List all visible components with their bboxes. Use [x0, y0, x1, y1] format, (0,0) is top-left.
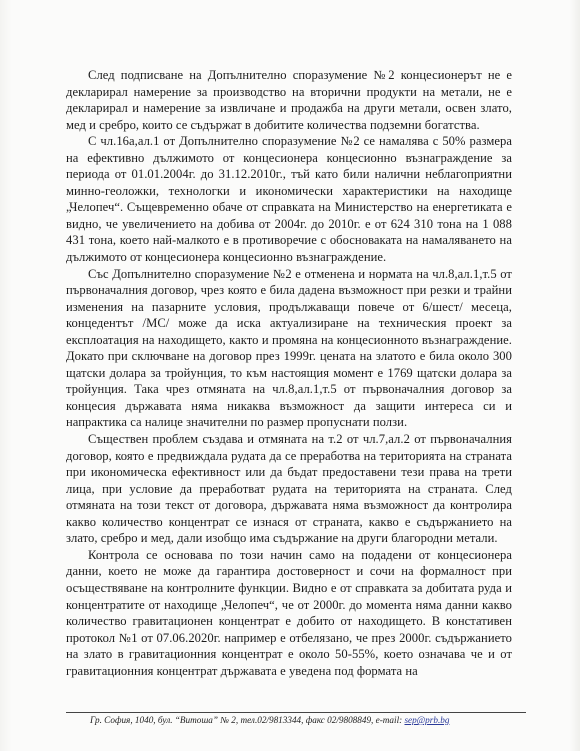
paragraph: След подписване на Допълнително споразумение №2 концесионерът не е декларирал намерение за производство на вторични продукти на метали, не е декларирал и намерение за извличане и продажба на други метали, освен злато, мед и сребро, които се съдържат в добитите количества подземни богатства. — [66, 68, 512, 132]
footer-email-link[interactable]: sep@prb.bg — [404, 715, 450, 725]
document-body — [66, 67, 512, 679]
paragraph: Съществен проблем създава и отмяната на т.2 от чл.7,ал.2 от първоначалния договор, която е предвиждала рудата да се преработва на територията на страната при икономическа ефективност или да бъдат предоставени тези права на трети лица, при условие да преработват рудата на територията на страната. След отмяната на този текст от договора, държавата няма възможност да контролира какво количество концентрат се изнася от страната, какво е съдържанието на злато, сребро и мед, дали изобщо има съдържание на други благородни метали. — [66, 432, 512, 546]
paragraph: С чл.16а,ал.1 от Допълнително споразумение №2 се намалява с 50% размера на ефективно дължимото от концесионера концесионно възнаграждение за периода от 01.01.2004г. до 31.12.2010г., тъй като били налични неблагоприятни минно-геоложки, технологки и икономически характеристики на находище „Челопеч“. Същевременно обаче от справката на Министерство на енергетиката е видно, че увеличението на добива от 2004г. до 2010г. е от 624 310 тона на 1 088 431 тона, което най-малкото е в противоречие с обосноваката на намаляването на дължимото от концесионера концесионно възнаграждение. — [66, 134, 512, 265]
paragraph: Със Допълнително споразумение №2 е отменена и нормата на чл.8,ал.1,т.5 от първоначалния договор, чрез която е била дадена възможност при резки и трайни изменения на пазарните условия, продължаващи повече от 6/шест/ месеца, концедентът /МС/ може да иска актуализиране на техническия проект за експлоатация на находището, както и промяна на концесионното възнаграждение. Докато при сключване на договор през 1999г. цената на златото е била около 300 щатски долара за тройунция, то към настоящия момент е 1769 щатски долара за тройунция. Така чрез отмяната на чл.8,ал.1,т.5 от първоначалния договор за концесия държавата няма никаква възможност да защити интереса си и напрактика са налице значителни по размер пропуснати ползи. — [66, 266, 512, 430]
paragraph: Контрола се основава по този начин само на подадени от концесионера данни, което не може да гарантира достоверност и сочи на формалност при осъществяване на контролните функции. Видно е от справката за добитата руда и концентратите от находище „Челопеч“, че от 2000г. до момента няма данни какво количество гравитационен концентрат е добито от находището. В констативен протокол №1 от 07.06.2020г. например е отбелязано, че през 2000г. съдържанието на злато в гравитационния концентрат е около 50-55%, което означава че и от гравитационния концентрат държавата е уведена под формата на — [66, 547, 512, 678]
footer-divider — [66, 712, 526, 713]
footer-address: Гр. София, 1040, бул. “Витоша” № 2, тел.02/9813344, факс 02/9808849, e-mail: — [90, 715, 405, 725]
page-footer — [90, 715, 530, 726]
